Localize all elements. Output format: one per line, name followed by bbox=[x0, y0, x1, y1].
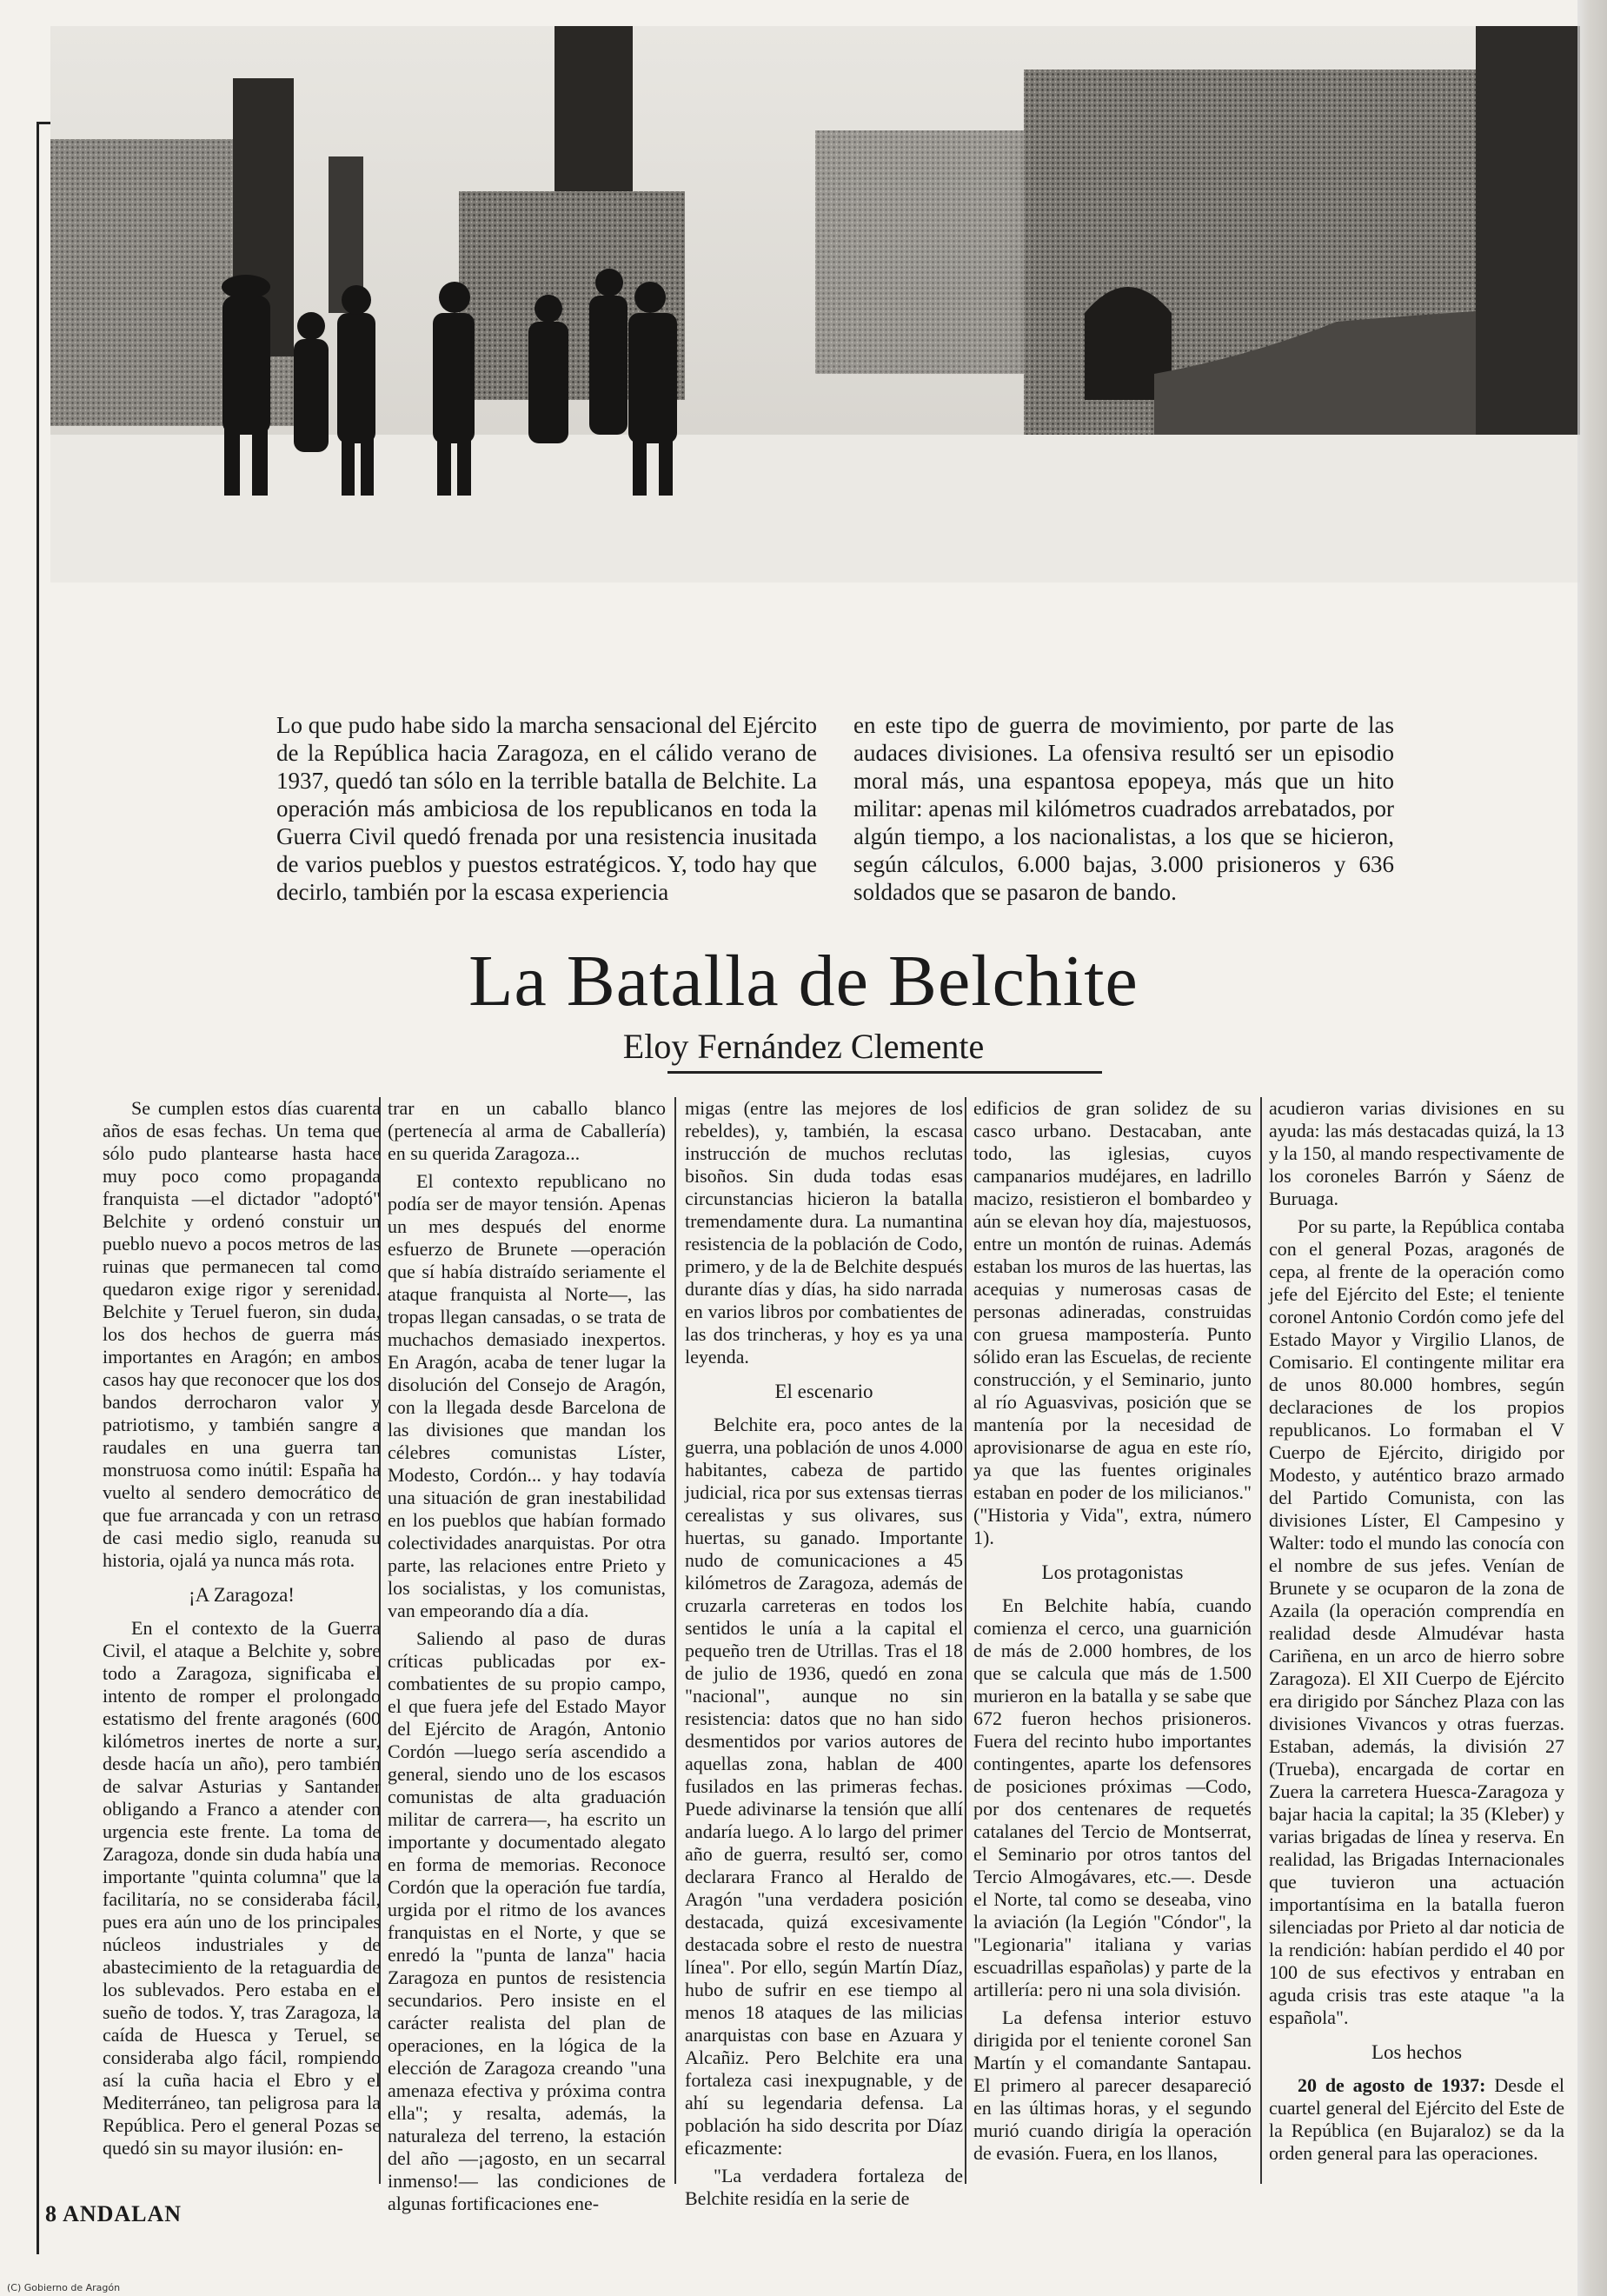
lead-paragraph-right: en este tipo de guerra de movimiento, por parte de las audaces divisiones. La ofensiva resultó ser un episodio moral más, una espantosa epopeya, más que un hito militar: apenas mil kilómetros cuadrados arrebatados, por algún tiempo, a los nacionalistas, a los que se hicieron, según cálculos, 6.000 bajas, 3.000 prisioneros y 636 soldados que se pasaron de bando. bbox=[853, 712, 1394, 905]
page-gutter bbox=[1577, 0, 1607, 2296]
article-title: La Batalla de Belchite bbox=[468, 941, 1139, 1022]
column-5 bbox=[1269, 1097, 1564, 2170]
paragraph: Se cumplen estos días cuarenta años de esas fechas. Un tema que sólo pudo plantearse hasta hace muy poco como propaganda franquista —el dictador "adoptó" Belchite y ordenó constuir un pueblo nuevo a pocos metros de las ruinas que permanecen tal como quedaron exige rigor y serenidad. Belchite y Teruel fueron, sin duda, los dos hechos de guerra más importantes en Aragón; en ambos casos hay que reconocer que los dos bandos derrocharon valor y patriotismo, y también sangre a raudales en una guerra tan monstruosa como inútil: España ha vuelto al sendero democrático de que fue arrancada y con un retraso de casi medio siglo, reanuda su historia, ojalá ya nunca más rota. bbox=[103, 1097, 381, 1571]
section-heading: El escenario bbox=[774, 1381, 873, 1402]
paragraph: acudieron varias divisiones en su ayuda: las más destacadas quizá, la 13 y la 150, al mando respectivamente de los coroneles Barrón y Sáenz de Buruaga. bbox=[1269, 1097, 1564, 1209]
author-byline: Eloy Fernández Clemente bbox=[622, 1027, 985, 1066]
paragraph: La defensa interior estuvo dirigida por el teniente coronel San Martín y el comandante Santapau. El primero al parecer desapareció en las últimas horas, y el segundo murió cuando dirigía la operación de evasión. Fuera, en los llanos, bbox=[973, 2007, 1252, 2164]
paragraph: "La verdadera fortaleza de Belchite residía en la serie de bbox=[685, 2165, 963, 2209]
paragraph: migas (entre las mejores de los rebeldes), y, también, la escasa instrucción de muchos reclutas bisoños. Sin duda todas esas circunstancias hicieron la batalla tremendamente dura. La numantina resistencia de la población de Codo, primero, y de la de Belchite después durante días y días, ha sido narrada en varios libros por combatientes de las dos trincheras, y hoy es ya una leyenda. bbox=[685, 1097, 963, 1368]
page-footer: 8 ANDALAN bbox=[45, 2201, 183, 2226]
paragraph: En Belchite había, cuando comienza el cerco, una guarnición de más de 2.000 hombres, de los que se calcula que más de 1.500 murieron en la batalla y se sabe que 672 fueron hechos prisioneros. Fuera del recinto hubo importantes contingentes, aparte los defensores de posiciones próximas —Codo, por dos centenares de requetés catalanes del Tercio de Montserrat, el Seminario por otros tantos del Tercio Almogávares, etc.—. Desde el Norte, tal como se deseaba, vino la aviación (la Legión "Cóndor", la "Legionaria" italiana y varias escuadrillas españolas) y parte de la artillería: pero ni una sola división. bbox=[973, 1594, 1252, 2000]
paragraph bbox=[1269, 2074, 1564, 2165]
paragraph: En el contexto de la Guerra Civil, el ataque a Belchite y, sobre todo a Zaragoza, significaba el intento de romper el prolongado estatismo del frente aragonés (600 kilómetros inertes de norte a sur, desde hacía un año), pero también de salvar Asturias y Santander obligando a Franco a atender con urgencia este frente. La toma de Zaragoza, donde sin duda había una importante "quinta columna" que la facilitaría, no se consideraba fácil, pues era aún uno de los principales núcleos industriales y de abastecimiento de la retaguardia de los sublevados. Pero estaba en el sueño de todos. Y, tras Zaragoza, la caída de Huesca y Teruel, se consideraba algo fácil, rompiendo así la cuña hacia el Ebro y el Mediterráneo, tan peligrosa para la República. Pero el general Pozas se quedó sin su mayor ilusión: en- bbox=[103, 1617, 381, 2159]
column-divider bbox=[1260, 1097, 1262, 2184]
column-divider bbox=[674, 1097, 676, 2184]
column-3 bbox=[685, 1097, 963, 2215]
column-1 bbox=[103, 1097, 381, 2165]
section-heading: ¡A Zaragoza! bbox=[189, 1584, 295, 1606]
section-heading: Los hechos bbox=[1371, 2041, 1463, 2063]
paragraph: trar en un caballo blanco (pertenecía al arma de Caballería) en su querida Zaragoza... bbox=[388, 1097, 666, 1164]
paragraph: Belchite era, poco antes de la guerra, una población de unos 4.000 habitantes, cabeza de partido judicial, rica por sus extensas tierras cerealistas y sus olivares, sus huertas, su ganado. Importante nudo de comunicaciones a 45 kilómetros de Zaragoza, además de cruzarla carreteras en todos los sentidos le unía a la capital el pequeño tren de Utrillas. Tras el 18 de julio de 1936, quedó en zona "nacional", aunque no sin resistencia: datos que no han sido desmentidos por varios autores de aquellas zona, hablan de 400 fusilados en las primeras fechas. Puede adivinarse la tensión que allí andaría luego. A lo largo del primer año de guerra, resultó ser, como declarara Franco al Heraldo de Aragón "una verdadera posición destacada, quizá excesivamente destacada sobre el resto de nuestra línea". Por ello, según Martín Díaz, hubo de sufrir en ese tiempo al menos 18 ataques de las milicias anarquistas con base en Azuara y Alcañiz. Pero Belchite era una fortaleza casi inexpugnable, y de ahí su legendaria defensa. La población ha sido descrita por Díaz eficazmente: bbox=[685, 1414, 963, 2159]
section-heading: Los protagonistas bbox=[1041, 1561, 1184, 1583]
paragraph: Saliendo al paso de duras críticas publicadas por ex-combatientes de su propio campo, el que fuera jefe del Estado Mayor del Ejército de Aragón, Antonio Cordón —luego sería ascendido a general, siendo uno de los escasos comunistas de alta graduación militar de carrera—, ha escrito un importante y documentado alegato en forma de memorias. Reconoce Cordón que la operación fue tardía, urgida por el ritmo de los avances franquistas en el Norte, y que se enredó la "punta de lanza" hacia Zaragoza en puntos de resistencia secundarios. Pero insiste en el carácter realista del plan de operaciones, en la lógica de la elección de Zaragoza creando "una amenaza efectiva y próxima contra ella"; y resalta, además, la naturaleza del terreno, la estación del año —¡agosto, en un secarral inmenso!— las condiciones de algunas fortificaciones ene- bbox=[388, 1627, 666, 2214]
paragraph: Por su parte, la República contaba con el general Pozas, aragonés de cepa, al frente de la operación como jefe del Ejército del Este; el teniente coronel Antonio Cordón como jefe del Estado Mayor y Virgilio Llanos, de Comisario. El contingente militar era de unos 80.000 hombres, según declaraciones de los propios republicanos. Lo formaban el V Cuerpo de Ejército, dirigido por Modesto, y auténtico brazo armado del Partido Comunista, con las divisiones Líster, El Campesino y Walter: todo el mundo las conocía con el nombre de sus jefes. Venían de Brunete y se ocuparon de la zona de Azaila (la operación comprendía en realidad desde Almudévar hasta Cariñena, en un arco de hierro sobre Zaragoza). El XII Cuerpo de Ejército era dirigido por Sánchez Plaza con las divisiones Vivancos y otras fuerzas. Estaban, además, la división 27 (Trueba), encargada de cortar en Zuera la carretera Huesca-Zaragoza y bajar hacia la capital; la 35 (Kleber) y varias brigadas de línea y reserva. En realidad, las Brigadas Internacionales que tuvieron una actuación importantísima en la batalla fueron silenciadas por Prieto al dar noticia de la rendición: habían perdido el 40 por 100 de sus efectivos y entraban en aguda crisis tras este ataque "a la española". bbox=[1269, 1215, 1564, 2028]
lead-paragraph-left: Lo que pudo habe sido la marcha sensacional del Ejército de la República hacia Zaragoza, en el cálido verano de 1937, quedó tan sólo en la terrible batalla de Belchite. La operación más ambiciosa de los republicanos en toda la Guerra Civil quedó frenada por una resistencia inusitada de varios pueblos y puestos estratégicos. Y, todo hay que decirlo, también por la escasa experiencia bbox=[276, 712, 817, 905]
war-photograph bbox=[50, 26, 1580, 582]
date-lead: 20 de agosto de 1937: bbox=[1298, 2074, 1486, 2096]
paragraph: edificios de gran solidez de su casco urbano. Destacaban, ante todo, las iglesias, cuyos campanarios mudéjares, en ladrillo macizo, resistieron el bombardeo y aún se elevan hoy día, majestuosos, entre un montón de ruinas. Además estaban los muros de las huertas, las acequias y numerosas casas de personas adineradas, construidas con gruesa mampostería. Punto sólido eran las Escuelas, de reciente construcción, y el Seminario, junto al río Aguasvivas, posición que se mantenía por la necesidad de aprovisionarse de agua en este río, ya que las fuentes originales estaban en poder de los milicianos." ("Historia y Vida", extra, número 1). bbox=[973, 1097, 1252, 1548]
column-2 bbox=[388, 1097, 666, 2220]
column-4 bbox=[973, 1097, 1252, 2170]
column-divider bbox=[965, 1097, 966, 2184]
date-text: Desde el cuartel general del Ejército del Este de la República (en Bujaraloz) se da la orden general para las operaciones. bbox=[1269, 2074, 1565, 2164]
paragraph: El contexto republicano no podía ser de mayor tensión. Apenas un mes después del enorme esfuerzo de Brunete —operación que sí había distraído seriamente el ataque franquista al Norte—, las tropas llegan cansadas, o se trata de muchachos demasiado inexpertos. En Aragón, acaba de tener lugar la disolución del Consejo de Aragón, con la llegada desde Barcelona de las divisiones que mandan los célebres comunistas Líster, Modesto, Cordón... y hay todavía una situación de gran inestabilidad en los pueblos que habían formado colectividades anarquistas. Por otra parte, las relaciones entre Prieto y los socialistas, y los comunistas, van empeorando día a día. bbox=[388, 1170, 666, 1621]
copyright-credit: (C) Gobierno de Aragón bbox=[7, 2282, 121, 2293]
byline-rule bbox=[667, 1071, 1102, 1074]
